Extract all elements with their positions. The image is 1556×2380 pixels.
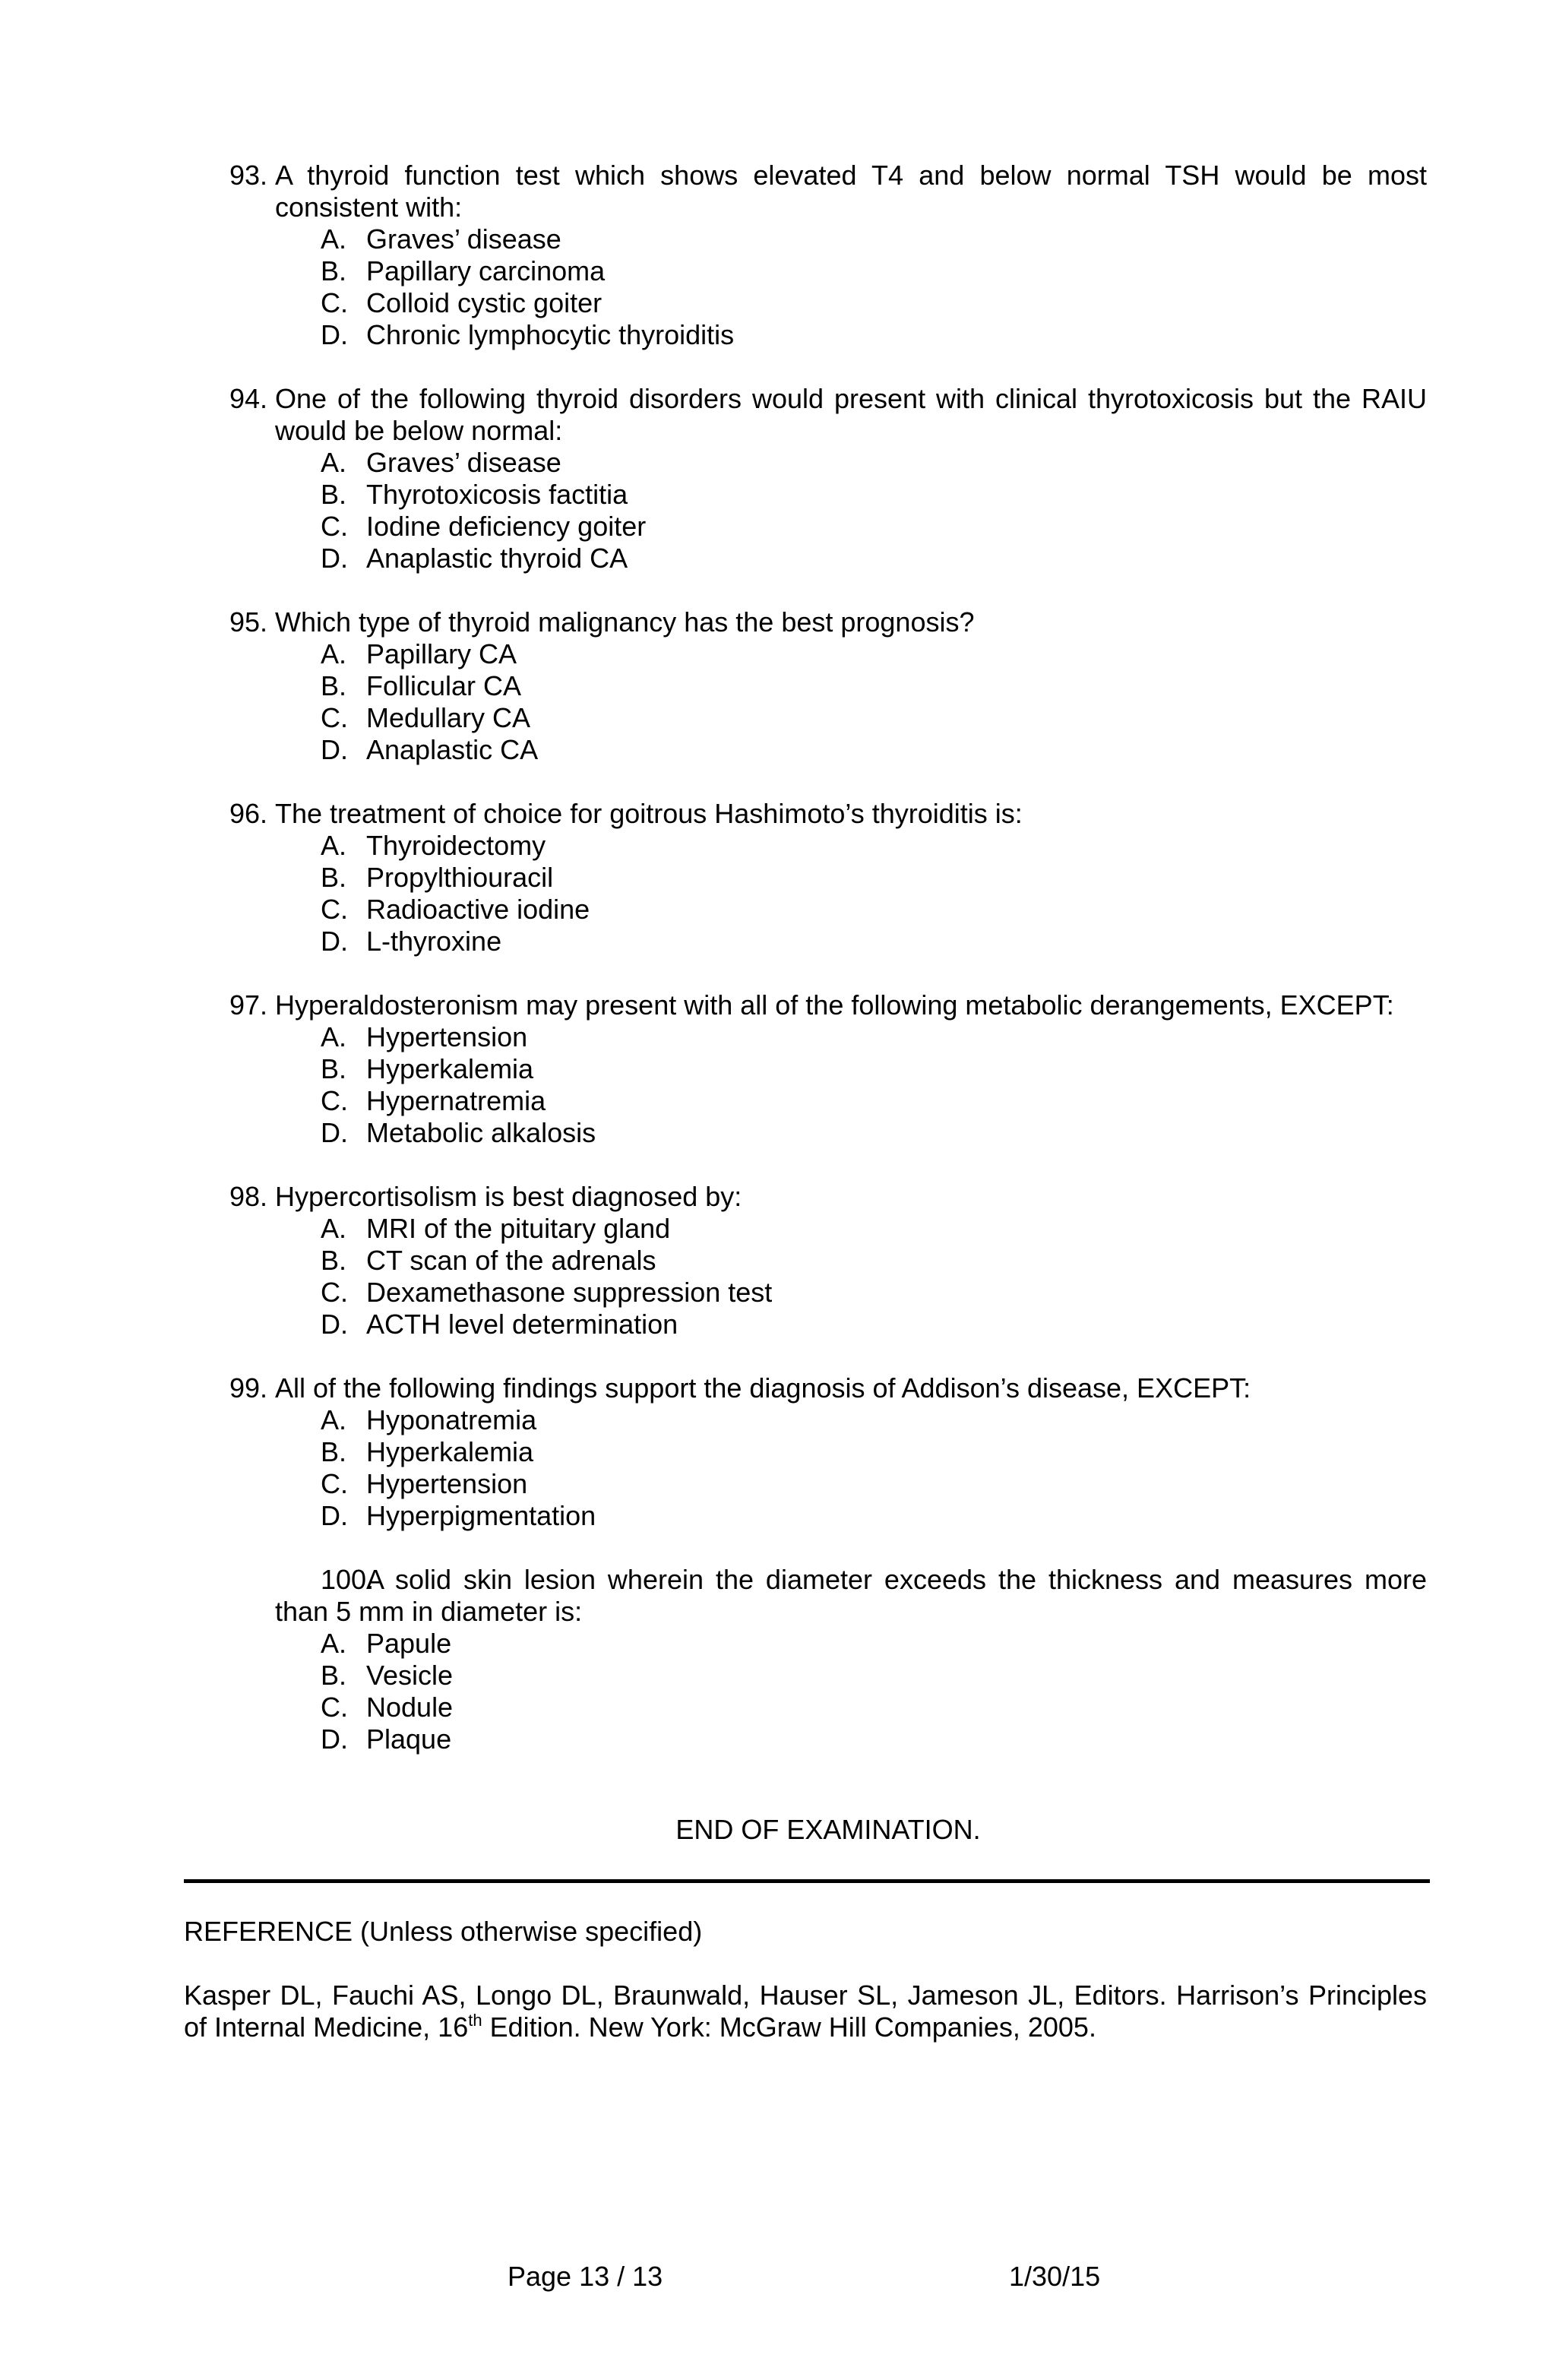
question-number: 95. bbox=[229, 606, 268, 638]
question-text: A solid skin lesion wherein the diameter exceeds the thickness and measures more than 5 mm in diameter is: bbox=[275, 1564, 1427, 1627]
option-letter: C. bbox=[321, 702, 348, 733]
option-text: Nodule bbox=[366, 1692, 454, 1723]
option-list bbox=[229, 638, 1427, 766]
option-text: L-thyroxine bbox=[366, 926, 502, 957]
option-d bbox=[229, 1723, 1427, 1755]
option-c bbox=[229, 287, 1427, 319]
option-letter: D. bbox=[321, 926, 348, 957]
option-c bbox=[229, 1468, 1427, 1500]
option-c bbox=[229, 702, 1427, 734]
question-number: 98. bbox=[229, 1181, 268, 1212]
option-a bbox=[229, 1021, 1427, 1053]
option-text: Vesicle bbox=[366, 1660, 454, 1691]
question-97 bbox=[229, 989, 1427, 1149]
option-text: Graves’ disease bbox=[366, 447, 561, 478]
option-text: Medullary CA bbox=[366, 702, 531, 733]
option-letter: C. bbox=[321, 287, 348, 318]
option-letter: B. bbox=[321, 1660, 347, 1691]
option-list bbox=[229, 223, 1427, 351]
option-c bbox=[229, 1277, 1427, 1309]
option-c bbox=[229, 1692, 1427, 1723]
option-letter: B. bbox=[321, 1245, 347, 1276]
citation-text-end: Edition. New York: McGraw Hill Companies, 2005. bbox=[482, 2011, 1096, 2043]
question-text: The treatment of choice for goitrous Hashimoto’s thyroiditis is: bbox=[275, 798, 1023, 829]
option-letter: C. bbox=[321, 1692, 348, 1723]
option-text: Plaque bbox=[366, 1723, 452, 1755]
option-list bbox=[229, 830, 1427, 957]
reference-citation bbox=[184, 1980, 1427, 2043]
option-text: Anaplastic CA bbox=[366, 734, 539, 765]
option-text: MRI of the pituitary gland bbox=[366, 1213, 671, 1244]
option-a bbox=[229, 830, 1427, 862]
option-letter: B. bbox=[321, 670, 347, 701]
question-stem bbox=[229, 1564, 1427, 1628]
option-d bbox=[229, 926, 1427, 957]
option-text: Hyperpigmentation bbox=[366, 1500, 596, 1531]
option-letter: D. bbox=[321, 543, 348, 574]
option-letter: A. bbox=[321, 223, 347, 255]
option-letter: C. bbox=[321, 1085, 348, 1116]
option-a bbox=[229, 1404, 1427, 1436]
option-letter: D. bbox=[321, 1723, 348, 1755]
option-text: Follicular CA bbox=[366, 670, 522, 701]
option-text: Anaplastic thyroid CA bbox=[366, 543, 628, 574]
option-letter: A. bbox=[321, 638, 347, 669]
option-a bbox=[229, 223, 1427, 255]
option-text: Hypertension bbox=[366, 1021, 528, 1052]
option-text: Papillary CA bbox=[366, 638, 517, 669]
option-a bbox=[229, 1628, 1427, 1660]
question-number: 94. bbox=[229, 383, 268, 414]
option-letter: A. bbox=[321, 1021, 347, 1052]
option-letter: D. bbox=[321, 319, 348, 350]
option-b bbox=[229, 1660, 1427, 1692]
option-text: Hyperkalemia bbox=[366, 1436, 534, 1467]
page-number: Page 13 / 13 bbox=[508, 2261, 663, 2292]
option-letter: A. bbox=[321, 447, 347, 478]
option-d bbox=[229, 734, 1427, 766]
question-number: 96. bbox=[229, 798, 268, 829]
option-b bbox=[229, 1053, 1427, 1085]
question-number: 93. bbox=[229, 160, 268, 191]
edition-ordinal-superscript: th bbox=[468, 2011, 482, 2030]
option-letter: A. bbox=[321, 1628, 347, 1659]
option-letter: C. bbox=[321, 1277, 348, 1308]
option-text: Graves’ disease bbox=[366, 223, 561, 255]
option-letter: C. bbox=[321, 894, 348, 925]
option-letter: D. bbox=[321, 1309, 348, 1340]
option-letter: C. bbox=[321, 1468, 348, 1499]
option-text: Iodine deficiency goiter bbox=[366, 511, 647, 542]
option-b bbox=[229, 1245, 1427, 1277]
option-list bbox=[229, 1628, 1427, 1755]
option-b bbox=[229, 1436, 1427, 1468]
question-number: 100. bbox=[321, 1564, 375, 1595]
footer-date: 1/30/15 bbox=[1009, 2261, 1101, 2292]
option-text: Papillary carcinoma bbox=[366, 255, 606, 286]
option-b bbox=[229, 862, 1427, 894]
option-text: Metabolic alkalosis bbox=[366, 1117, 596, 1148]
option-text: Hypertension bbox=[366, 1468, 528, 1499]
option-letter: C. bbox=[321, 511, 348, 542]
question-94 bbox=[229, 383, 1427, 574]
option-b bbox=[229, 255, 1427, 287]
end-of-examination-text: END OF EXAMINATION. bbox=[675, 1814, 981, 1845]
question-stem bbox=[229, 606, 1427, 638]
reference-heading: REFERENCE (Unless otherwise specified) bbox=[184, 1916, 703, 1947]
option-letter: D. bbox=[321, 1500, 348, 1531]
option-text: Hyperkalemia bbox=[366, 1053, 534, 1084]
option-letter: D. bbox=[321, 1117, 348, 1148]
option-d bbox=[229, 543, 1427, 574]
option-letter: A. bbox=[321, 1213, 347, 1244]
question-95 bbox=[229, 606, 1427, 766]
question-stem bbox=[229, 1181, 1427, 1213]
question-98 bbox=[229, 1181, 1427, 1340]
question-stem bbox=[229, 160, 1427, 223]
question-text: All of the following findings support the diagnosis of Addison’s disease, EXCEPT: bbox=[275, 1372, 1251, 1404]
question-stem bbox=[229, 383, 1427, 447]
question-text: Hyperaldosteronism may present with all of the following metabolic derangements, EXCEPT: bbox=[275, 989, 1394, 1021]
option-text: Colloid cystic goiter bbox=[366, 287, 602, 318]
option-list bbox=[229, 1021, 1427, 1149]
option-d bbox=[229, 319, 1427, 351]
option-letter: B. bbox=[321, 255, 347, 286]
question-100 bbox=[229, 1564, 1427, 1755]
option-text: Propylthiouracil bbox=[366, 862, 554, 893]
option-c bbox=[229, 1085, 1427, 1117]
horizontal-divider bbox=[184, 1879, 1430, 1883]
option-letter: A. bbox=[321, 1404, 347, 1435]
question-99 bbox=[229, 1372, 1427, 1532]
option-text: Chronic lymphocytic thyroiditis bbox=[366, 319, 735, 350]
question-93 bbox=[229, 160, 1427, 351]
option-letter: A. bbox=[321, 830, 347, 861]
option-list bbox=[229, 1404, 1427, 1532]
option-a bbox=[229, 638, 1427, 670]
option-list bbox=[229, 447, 1427, 574]
option-text: Thyroidectomy bbox=[366, 830, 546, 861]
question-text: Hypercortisolism is best diagnosed by: bbox=[275, 1181, 742, 1212]
option-a bbox=[229, 1213, 1427, 1245]
option-c bbox=[229, 511, 1427, 543]
question-stem bbox=[229, 1372, 1427, 1404]
option-letter: D. bbox=[321, 734, 348, 765]
option-d bbox=[229, 1500, 1427, 1532]
option-d bbox=[229, 1117, 1427, 1149]
option-text: Radioactive iodine bbox=[366, 894, 590, 925]
option-letter: B. bbox=[321, 1053, 347, 1084]
question-text: A thyroid function test which shows elevated T4 and below normal TSH would be most consistent with: bbox=[275, 160, 1427, 223]
question-stem bbox=[229, 798, 1427, 830]
question-text: One of the following thyroid disorders would present with clinical thyrotoxicosis but the RAIU would be below normal: bbox=[275, 383, 1427, 446]
question-number: 99. bbox=[229, 1372, 268, 1404]
option-text: Dexamethasone suppression test bbox=[366, 1277, 773, 1308]
option-letter: B. bbox=[321, 479, 347, 510]
option-text: Thyrotoxicosis factitia bbox=[366, 479, 628, 510]
option-b bbox=[229, 670, 1427, 702]
question-96 bbox=[229, 798, 1427, 957]
option-letter: B. bbox=[321, 862, 347, 893]
option-text: Hyponatremia bbox=[366, 1404, 537, 1435]
question-text: Which type of thyroid malignancy has the best prognosis? bbox=[275, 606, 975, 638]
option-text: Hypernatremia bbox=[366, 1085, 546, 1116]
option-list bbox=[229, 1213, 1427, 1340]
option-text: Papule bbox=[366, 1628, 452, 1659]
option-c bbox=[229, 894, 1427, 926]
question-list bbox=[229, 160, 1427, 1787]
question-number: 97. bbox=[229, 989, 268, 1021]
option-a bbox=[229, 447, 1427, 479]
option-text: CT scan of the adrenals bbox=[366, 1245, 656, 1276]
question-stem bbox=[229, 989, 1427, 1021]
option-letter: B. bbox=[321, 1436, 347, 1467]
option-b bbox=[229, 479, 1427, 511]
citation-text: Kasper DL, Fauchi AS, Longo DL, Braunwald, Hauser SL, Jameson JL, Editors. Harrison’s Principles of Internal Medicine, 16 bbox=[184, 1980, 1427, 2043]
option-d bbox=[229, 1309, 1427, 1340]
option-text: ACTH level determination bbox=[366, 1309, 678, 1340]
